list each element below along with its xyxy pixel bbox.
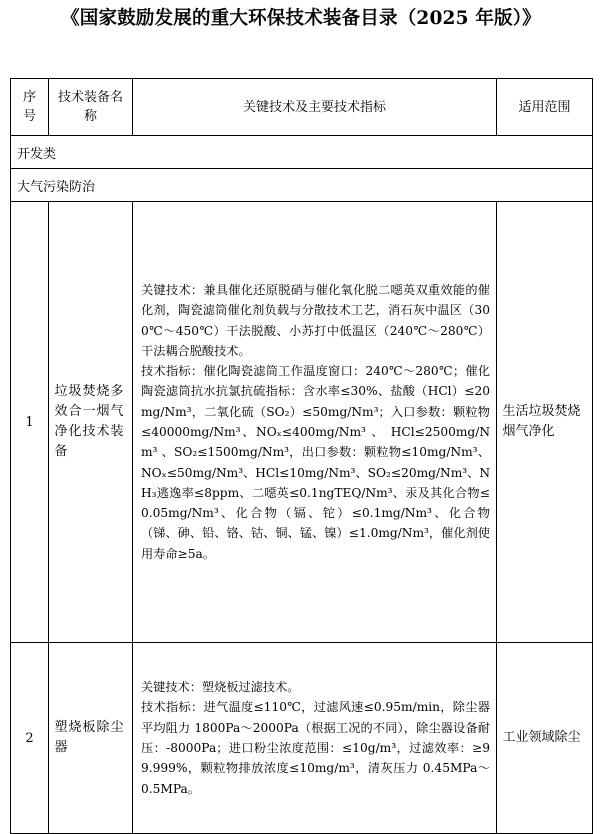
row-scope: 生活垃圾焚烧烟气净化 xyxy=(497,202,593,643)
row-index: 1 xyxy=(11,202,49,643)
key-indicators-text: 技术指标：催化陶瓷滤筒工作温度窗口：240℃～280℃；催化陶瓷滤筒抗水抗氯抗硫指标：含水率≤30%、盐酸（HCl）≤20mg/Nm³，二氧化硫（SO₂）≤50mg/Nm³；入口参数：颗粒物≤40000mg/Nm³、NOₓ≤400mg/Nm³ 、 HCl≤2500mg/Nm³ 、SO₂≤1500mg/Nm³，出口参数：颗粒物≤10mg/Nm³、NOₓ≤50mg/Nm³、HCl≤10mg/Nm³、SO₂≤20mg/Nm³、NH₃逃逸率≤8ppm、二噁英≤0.1ngTEQ/Nm³、汞及其化合物≤0.05mg/Nm³、化合物（镉、铊）≤0.1mg/Nm³、化合物（锑、砷、铅、铬、钴、铜、锰、镍）≤1.0mg/Nm³，催化剂使用寿命≥5a。 xyxy=(141,364,490,561)
row-index: 2 xyxy=(11,643,49,834)
table-header-row xyxy=(11,79,593,136)
row-scope: 工业领域除尘 xyxy=(497,643,593,834)
document-title: 《国家鼓励发展的重大环保技术装备目录（2025 年版）》 xyxy=(61,8,541,29)
row-name: 塑烧板除尘器 xyxy=(49,643,133,834)
section-row-development xyxy=(11,136,593,169)
table-row xyxy=(11,202,593,643)
section-development: 开发类 xyxy=(11,136,593,169)
key-indicators-text: 技术指标：进气温度≤110℃，过滤风速≤0.95m/min，除尘器平均阻力 1800Pa～2000Pa（根据工况的不同），除尘器设备耐压：-8000Pa；进口粉尘浓度范围：≤10g/m³，过滤效率：≥99.999%，颗粒物排放浓度≤10mg/m³，清灰压力 0.45MPa～0.5MPa。 xyxy=(141,700,490,796)
header-index: 序号 xyxy=(11,79,49,136)
row-name: 垃圾焚烧多效合一烟气净化技术装备 xyxy=(49,202,133,643)
section-row-air-pollution xyxy=(11,169,593,202)
header-scope: 适用范围 xyxy=(497,79,593,136)
table-row xyxy=(11,643,593,834)
header-key-tech: 关键技术及主要技术指标 xyxy=(133,79,497,136)
key-tech-text: 关键技术：塑烧板过滤技术。 xyxy=(141,680,300,695)
key-tech-text: 关键技术：兼具催化还原脱硝与催化氧化脱二噁英双重效能的催化剂，陶瓷滤筒催化剂负载与分散技术工艺，消石灰中温区（300℃～450℃）干法脱酸、小苏打中低温区（240℃～280℃）干法耦合脱酸技术。 xyxy=(141,282,490,358)
row-key-tech xyxy=(133,202,497,643)
equipment-table xyxy=(10,78,593,834)
header-name: 技术装备名称 xyxy=(49,79,133,136)
section-air-pollution: 大气污染防治 xyxy=(11,169,593,202)
row-key-tech xyxy=(133,643,497,834)
